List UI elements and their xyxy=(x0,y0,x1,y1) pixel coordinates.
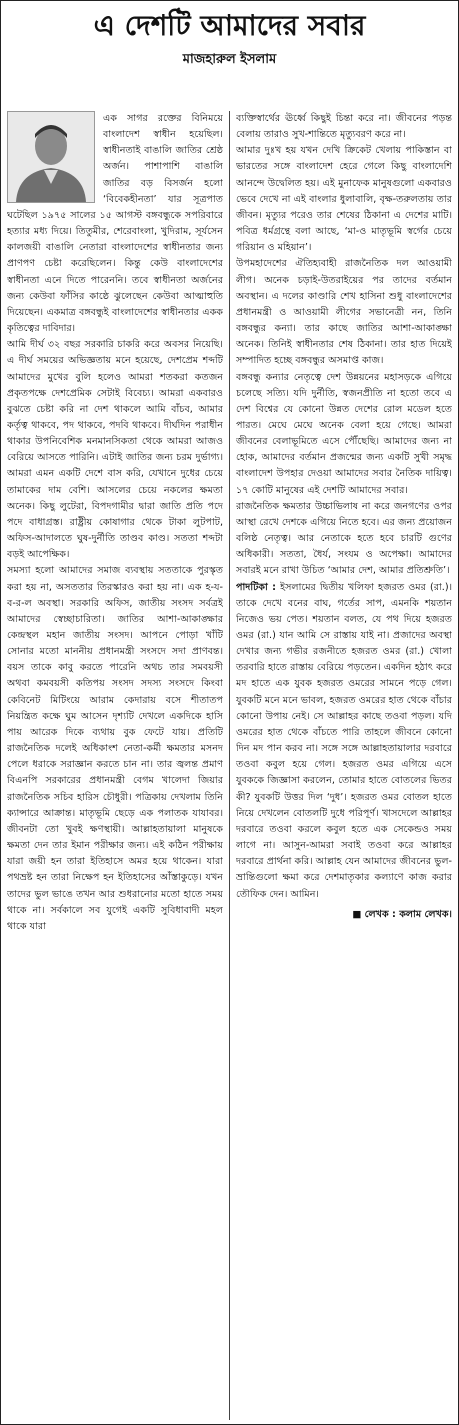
article-body xyxy=(7,111,452,1420)
left-paragraph: আমি দীর্ঘ ৩২ বছর সরকারি চাকরি করে অবসর নিয়েছি। এ দীর্ঘ সময়ের অভিজ্ঞতায় মনে হয়েছে, দেশপ্রেম শব্দটি আমাদের মুখের বুলি হলেও আমরা শতকরা কতজন প্রকৃতপক্ষে দেশপ্রেমিক সেটাই বিবেচ্য। আমরা একবারও বুঝতে চেষ্টা করি না দেশ থাকলে আমি বাঁচব, আমার কর্তৃত্ব থাকবে, পদ থাকবে, পদবি থাকবে। দীর্ঘদিন পরাধীন থাকার উপনিবেশিক মনমানসিকতা থেকে আমরা আজও বেরিয়ে আসতে পারিনি। এটাই জাতির জন্য চরম দুর্ভাগ্য। আমরা এমন একটি দেশে বাস করি, যেখানে দুধের চেয়ে তামাকের দাম বেশি। আসলের চেয়ে নকলের ক্ষমতা অনেক। কিছু লুটেরা, বিপদগামীর দ্বারা জাতি প্রতি পদে পদে বাধাগ্রস্ত। রাষ্ট্রীয় কোষাগার থেকে টাকা লুটপাট, অফিস-আদালতে ঘুষ-দুর্নীতি তাণ্ডব কাণ্ড। সততা শব্দটা বড়ই আপেক্ষিক। xyxy=(7,339,223,561)
left-column xyxy=(7,111,223,1420)
footnote-text: ইসলামের দ্বিতীয় খলিফা হজরত ওমর (রা.)। তাকে দেখে বনের বাঘ, গর্তের সাপ, এমনকি শয়তান নিজেও ভয় পেত। শয়তান বলত, যে পথ দিয়ে হজরত ওমর (রা.) যান আমি সে রাস্তায় যাই না। প্রজাদের অবস্থা দেখার জন্য গভীর রজনীতে হজরত ওমর (রা.) খোলা তরবারি হাতে রাস্তায় বেরিয়ে পড়তেন। একদিন হঠাৎ করে মদ হাতে এক যুবক হজরত ওমরের সামনে পড়ে গেল। যুবকটি মনে মনে ভাবল, হজরত ওমরের হাত থেকে বাঁচার কোনো উপায় নেই। সে আল্লাহর কাছে তওবা পড়ল। যদি ওমরের হাত থেকে বাঁচতে পারি তাহলে জীবনে কোনো দিন মদ পান করব না। সঙ্গে সঙ্গে আল্লাহতায়ালার দরবারে তওবা কবুল হয়ে গেল। হজরত ওমর এগিয়ে এসে যুবককে জিজ্ঞাসা করলেন, তোমার হাতে বোতলের ভিতর কী? যুবকটি উত্তর দিল ‘দুধ’। হজরত ওমর বোতল হাতে নিয়ে দেখলেন বোতলটি দুধে পরিপূর্ণ। খাসদেলে আল্লাহর দরবারে তওবা করলে কবুল হতে এক সেকেন্ডও সময় লাগে না। আসুন-আমরা সবাই তওবা করে আল্লাহর দরবারে প্রার্থনা করি। আল্লাহ যেন আমাদের জীবনের ভুল-ভ্রান্তিগুলো ক্ষমা করে দেশমাতৃকার কল্যাণে কাজ করার তৌফিক দেন। আমিন। xyxy=(236,581,452,900)
right-column xyxy=(236,111,452,1420)
right-paragraph: আমার দুঃখ হয় যখন দেখি ক্রিকেট খেলায় পাকিস্তান বা ভারতের সঙ্গে বাংলাদেশ হেরে গেলে কিছু বাংলাদেশি আনন্দে উদ্বেলিত হয়। এই মুনাফেক মানুষগুলো একবারও ভেবে দেখে না এই বাংলার ধুলাবালি, বৃক্ষ-তরুলতায় তার জীবন। মৃত্যুর পরেও তার শেষের ঠিকানা এ দেশের মাটি। পবিত্র ধর্মগ্রন্থে বলা আছে, ‘মা-ও মাতৃভূমি স্বর্গের চেয়ে গরিয়ান ও মহিয়ান’। xyxy=(236,145,452,254)
right-paragraph: রাজনৈতিক ক্ষমতার উচ্চাভিলাষ না করে জনগণের ওপর আস্থা রেখে দেশকে এগিয়ে নিতে হবে। এর জন্য প্রয়োজন বলিষ্ঠ নেতৃত্ব। আর নেতাকে হতে হবে চারটি গুণের অধিকারী। সততা, ধৈর্য, সংযম ও অপেক্ষা। আমাদের সবারই মনে রাখা উচিত ‘আমার দেশ, আমার প্রতিশ্রুতি’। xyxy=(236,500,452,577)
right-paragraph: উপমহাদেশের ঐতিহ্যবাহী রাজনৈতিক দল আওয়ামী লীগ। অনেক চড়াই-উতরাইয়ের পর তাদের বর্তমান অবস্থান। এ দলের কাণ্ডারি শেখ হাসিনা শুধু বাংলাদেশের প্রধানমন্ত্রী ও আওয়ামী লীগের সভানেত্রী নন, তিনি বঙ্গবন্ধুর কন্যা। তার কাছে জাতির আশা-আকাঙ্ক্ষা অনেক। তিনিই স্বাধীনতার শেষ ঠিকানা। তার হাত দিয়েই সম্পাদিত হচ্ছে বঙ্গবন্ধুর অসমাপ্ত কাজ। xyxy=(236,258,452,367)
column-divider xyxy=(229,111,230,1420)
footnote-label: পাদটিকা : xyxy=(236,581,277,593)
right-paragraph: ব্যক্তিস্বার্থের ঊর্ধ্বে কিছুই চিন্তা করে না। জীবনের পড়ন্ত বেলায় তারাও সুখ-শান্তিতে মৃত্যুবরণ করে না। xyxy=(236,113,452,141)
left-paragraph: সমস্যা হলো আমাদের সমাজ ব্যবস্থায় সততাকে পুরস্কৃত করা হয় না, অসততার তিরস্কারও করা হয় না। এক হ-য-ব-র-ল অবস্থা। সরকারি অফিস, জাতীয় সংসদ সর্বত্রই আমাদের স্বেচ্ছাচারিতা। জাতির আশা-আকাঙ্ক্ষার কেন্দ্রস্থল মহান জাতীয় সংসদ। আপনে পোড়া খাঁটি সোনার মতো মাননীয় প্রধানমন্ত্রী সংসদে সদা প্রাণবন্ত। বয়স তাকে কাবু করতে পারেনি অথচ তার সমবয়সী অথবা কমবয়সী কতিপয় সংসদ সদস্য সংসদে কিংবা কেবিনেট মিটিংয়ে আরাম কেদারায় বসে শীতাতপ নিয়ন্ত্রিত কক্ষে ঘুম আসেন দৃশ্যটি দেখলে একদিকে হাসি পায় আরেক দিকে ব্যথায় বুক ফেটে যায়। প্রতিটি রাজনৈতিক দলেই অধিকাংশ নেতা-কর্মী ক্ষমতার মসনদ পেলে ধরাকে সরাজ্ঞান করতে চান না। তার জ্বলন্ত প্রমাণ বিএনপি সরকারের প্রধানমন্ত্রী বেগম খালেদা জিয়ার রাজনৈতিক সচিব হারিস চৌধুরী। পত্রিকায় দেখলাম তিনি ক্যান্সারে আক্রান্ত। মাতৃভূমি ছেড়ে এক পলাতক যাযাবর। জীবনটা তো খুবই ক্ষণস্থায়ী। আল্লাহতায়ালা মানুষকে ক্ষমতা দেন তার ইমান পরীক্ষার জন্য। এই কঠিন পরীক্ষায় যারা জয়ী হন তারা ইতিহাসে অমর হয়ে থাকেন। যারা পথভ্রষ্ট হন তারা নিক্ষেপ হন ইতিহাসের আঁস্তাকুড়ে। যখন তাদের ভুল ভাঙে তখন আর শুধরানোর মতো হাতে সময় থাকে না। সর্বকালে সব যুগেই একটি সুবিধাবাদী মহল থাকে যারা xyxy=(7,565,223,932)
byline: মাজহারুল ইসলাম xyxy=(182,52,277,67)
headline: এ দেশটি আমাদের সবার xyxy=(93,9,366,42)
author-note: ■ লেখক : কলাম লেখক। xyxy=(352,908,452,920)
left-paragraph: এক সাগর রক্তের বিনিময়ে বাংলাদেশ স্বাধীন হয়েছিল। স্বাধীনতাই বাঙালি জাতির শ্রেষ্ঠ অর্জন। পাশাপাশি বাঙালি জাতির বড় বিসর্জন হলো ‘বিবেকহীনতা’ যার সূত্রপাত ঘটেছিল ১৯৭৫ সালের ১৫ আগস্ট বঙ্গবন্ধুকে সপরিবারে হত্যার মধ্য দিয়ে। তিতুমীর, শেরেবাংলা, খুদিরাম, সূর্যসেন কালজয়ী বাঙালি নেতারা বাংলাদেশের স্বাধীনতার জন্য প্রাণপণ চেষ্টা করেছিলেন। কিন্তু কেউ বাংলাদেশের স্বাধীনতা এনে দিতে পারেননি। তবে স্বাধীনতা অর্জনের জন্য কেউবা ফাঁসির কাষ্ঠে ঝুলেছেন কেউবা আত্মাহুতি দিয়েছেন। একমাত্র বঙ্গবন্ধুই বাংলাদেশের স্বাধীনতার একক কৃতিত্বের দাবিদার। xyxy=(7,113,223,335)
author-portrait-icon xyxy=(7,111,95,203)
right-paragraph: বঙ্গবন্ধু কন্যার নেতৃত্বে দেশ উন্নয়নের মহাসড়কে এগিয়ে চলেছে সত্যি। যদি দুর্নীতি, স্বজনপ্রীতি না হতো তবে এ দেশ বিশ্বের যে কোনো উন্নত দেশের রোল মডেল হতে পারত। মেঘে মেঘে অনেক বেলা হয়ে গেছে। আমরা জীবনের বেলাভূমিতে এসে পৌঁছেছি। আমাদের জন্য না হোক, আমাদের বর্তমান প্রজন্মের জন্য একটি সুখী সমৃদ্ধ বাংলাদেশ উপহার দেওয়া আমাদের সবার নৈতিক দায়িত্ব। ১৭ কোটি মানুষের এই দেশটি আমাদের সবার। xyxy=(236,371,452,496)
footnote xyxy=(236,580,452,903)
